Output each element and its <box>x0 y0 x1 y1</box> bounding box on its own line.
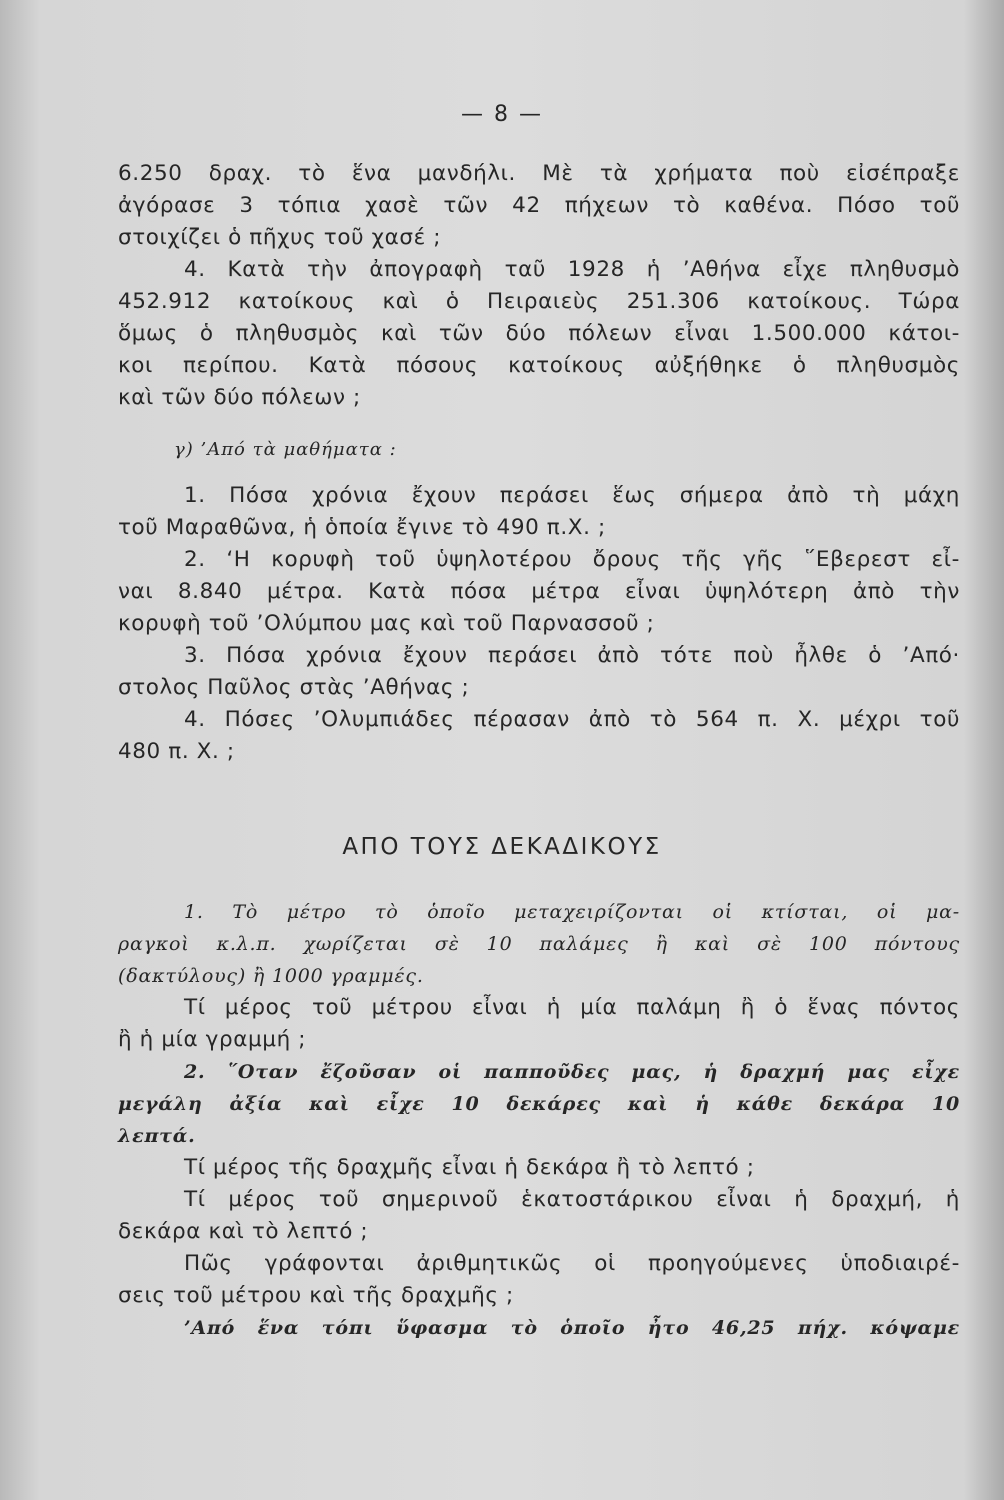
subheading: γ) ’Από τὰ μαθήματα : <box>174 439 397 460</box>
problem-start: ’Από ἕνα τόπι ὕφασμα τὸ ὁποῖο ἦτο 46,25 πήχ. κόψαμε <box>184 1317 960 1339</box>
decimals-problem-1: 1. Τὸ μέτρο τὸ ὁποῖο μεταχειρίζονται οἱ κτίσται, οἱ μα- <box>184 901 960 923</box>
decimals-problem-2: 2. ῞Οταν ἔζοῦσαν οἱ παπποῦδες μας, ἡ δραχμή μας εἶχε <box>184 1061 960 1083</box>
problem-2: 2. ‘Η κορυφὴ τοῦ ὑψηλοτέρου ὄρους τῆς γῆς ῞Εβερεστ εἶ- <box>184 547 960 572</box>
problem-3: 3. Πόσα χρόνια ἔχουν περάσει ἀπὸ τότε ποὺ ἦλθε ὁ ’Από· <box>184 643 960 668</box>
lessons-problems-block <box>118 480 960 768</box>
text-line: μεγάλη ἀξία καὶ εἶχε 10 δεκάρες καὶ ἡ κάθε δεκάρα 10 <box>118 1093 960 1115</box>
text-line: 480 π. Χ. ; <box>118 739 235 764</box>
subheading-block <box>118 434 960 466</box>
decimals-block <box>118 896 960 1344</box>
problems-block-continued <box>118 158 960 414</box>
text-line: ἢ ἡ μία γραμμή ; <box>118 1027 307 1052</box>
text-line: ὅμως ὁ πληθυσμὸς καὶ τῶν δύο πόλεων εἶναι 1.500.000 κάτοι- <box>118 321 960 346</box>
question-line: Τί μέρος τοῦ μέτρου εἶναι ἡ μία παλάμη ἢ ὁ ἕνας πόντος <box>184 995 960 1020</box>
text-line: 6.250 δραχ. τὸ ἕνα μανδήλι. Μὲ τὰ χρήματα ποὺ εἰσέπραξε <box>118 161 960 186</box>
question-line: Τί μέρος τοῦ σημερινοῦ ἑκατοστάρικου εἶναι ἡ δραχμή, ἡ <box>184 1187 960 1212</box>
text-line: σεις τοῦ μέτρου καὶ τῆς δραχμῆς ; <box>118 1283 514 1308</box>
text-line: καὶ τῶν δύο πόλεων ; <box>118 385 361 410</box>
page-number: — 8 — <box>461 102 543 127</box>
text-line: 452.912 κατοίκους καὶ ὁ Πειραιεὺς 251.306 κατοίκους. Τώρα <box>118 289 960 314</box>
question-line: Τί μέρος τῆς δραχμῆς εἶναι ἡ δεκάρα ἢ τὸ λεπτό ; <box>184 1155 755 1180</box>
text-line: δεκάρα καὶ τὸ λεπτό ; <box>118 1219 369 1244</box>
text-line: τοῦ Μαραθῶνα, ἡ ὁποία ἔγινε τὸ 490 π.Χ. ; <box>118 515 606 540</box>
problem-1: 1. Πόσα χρόνια ἔχουν περάσει ἕως σήμερα ἀπὸ τὴ μάχη <box>184 483 960 508</box>
text-line: ἀγόρασε 3 τόπια χασὲ τῶν 42 πήχεων τὸ καθένα. Πόσο τοῦ <box>118 193 960 218</box>
problem-4: 4. Πόσες ’Ολυμπιάδες πέρασαν ἀπὸ τὸ 564 π. Χ. μέχρι τοῦ <box>184 707 960 732</box>
question-line: Πῶς γράφονται ἀριθμητικῶς οἱ προηγούμενες ὑποδιαιρέ- <box>184 1251 960 1276</box>
problem-4: 4. Κατὰ τὴν ἀπογραφὴ ταῦ 1928 ἡ ’Αθήνα εἶχε πληθυσμὸ <box>184 257 960 282</box>
text-line: στολος Παῦλος στὰς ’Αθήνας ; <box>118 675 470 700</box>
text-line: ραγκοὶ κ.λ.π. χωρίζεται σὲ 10 παλάμες ἢ καὶ σὲ 100 πόντους <box>118 933 960 955</box>
text-line: λεπτά. <box>118 1125 196 1147</box>
section-title: ΑΠΟ ΤΟΥΣ ΔΕΚΑΔΙΚΟΥΣ <box>342 834 662 860</box>
text-line: κορυφὴ τοῦ ’Ολύμπου μας καὶ τοῦ Παρνασσοῦ ; <box>118 611 655 636</box>
text-line: ναι 8.840 μέτρα. Κατὰ πόσα μέτρα εἶναι ὑψηλότερη ἀπὸ τὴν <box>118 579 960 604</box>
text-line: (δακτύλους) ἢ 1000 γραμμές. <box>118 965 424 987</box>
text-line: κοι περίπου. Κατὰ πόσους κατοίκους αὐξήθηκε ὁ πληθυσμὸς <box>118 353 960 378</box>
text-line: στοιχίζει ὁ πῆχυς τοῦ χασέ ; <box>118 225 442 250</box>
